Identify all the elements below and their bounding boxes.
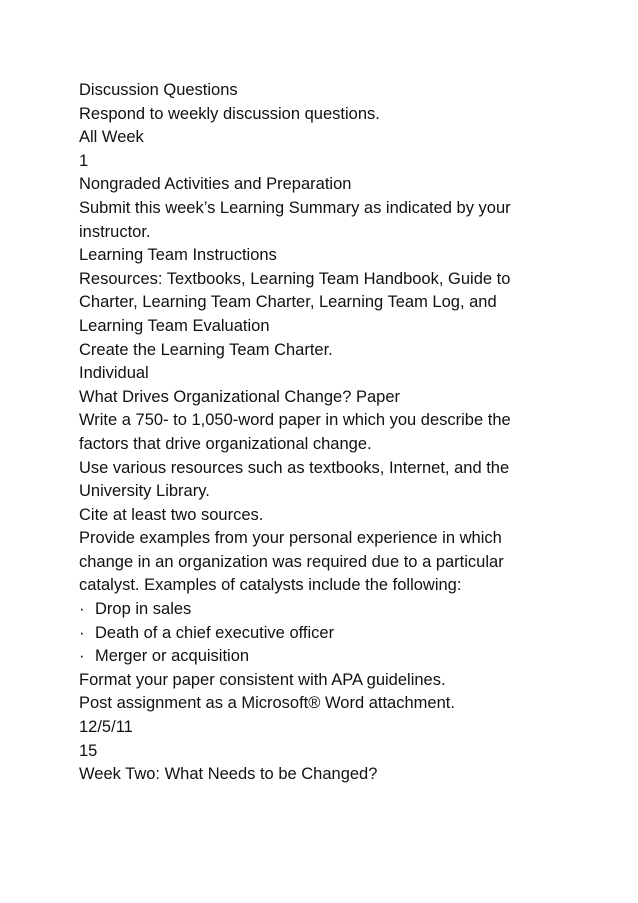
text-line: All Week [79,128,144,147]
text-line: Provide examples from your personal experience in which [79,529,502,548]
text-line: Create the Learning Team Charter. [79,340,333,359]
heading-learning-team-instructions: Learning Team Instructions [79,246,277,265]
bullet-text: Drop in sales [95,600,192,619]
text-line: Post assignment as a Microsoft® Word attachment. [79,694,455,713]
text-line: Cite at least two sources. [79,505,264,524]
text-line: Format your paper consistent with APA guidelines. [79,670,446,689]
bullet-dot: · [79,647,85,666]
text-line: Charter, Learning Team Charter, Learning Team Log, and [79,293,497,312]
text-line: Write a 750- to 1,050-word paper in which you describe the [79,411,511,430]
text-line: Resources: Textbooks, Learning Team Handbook, Guide to [79,269,511,288]
text-line: Learning Team Evaluation [79,316,270,335]
heading-nongraded-activities: Nongraded Activities and Preparation [79,175,352,194]
document-body [79,79,579,787]
text-line: factors that drive organizational change. [79,434,372,453]
bullet-text: Merger or acquisition [95,647,250,666]
bullet-text: Death of a chief executive officer [95,623,335,642]
text-line: instructor. [79,222,151,241]
assignment-title: What Drives Organizational Change? Paper [79,387,401,406]
text-line: change in an organization was required due to a particular [79,552,504,571]
bullet-dot: · [79,600,85,619]
heading-week-two: Week Two: What Needs to be Changed? [79,765,378,784]
text-line: Respond to weekly discussion questions. [79,104,380,123]
text-line: University Library. [79,482,210,501]
bullet-item [79,622,579,646]
due-date: 12/5/11 [79,718,133,737]
text-line: catalyst. Examples of catalysts include the following: [79,576,462,595]
bullet-dot: · [79,623,85,642]
heading-individual: Individual [79,364,149,383]
bullet-item [79,598,579,622]
bullet-item [79,645,579,669]
text-line: Use various resources such as textbooks, Internet, and the [79,458,510,477]
heading-discussion-questions: Discussion Questions [79,81,238,99]
text-line: Submit this week’s Learning Summary as indicated by your [79,198,511,217]
points-value: 15 [79,741,98,760]
text-line: 1 [79,151,89,170]
